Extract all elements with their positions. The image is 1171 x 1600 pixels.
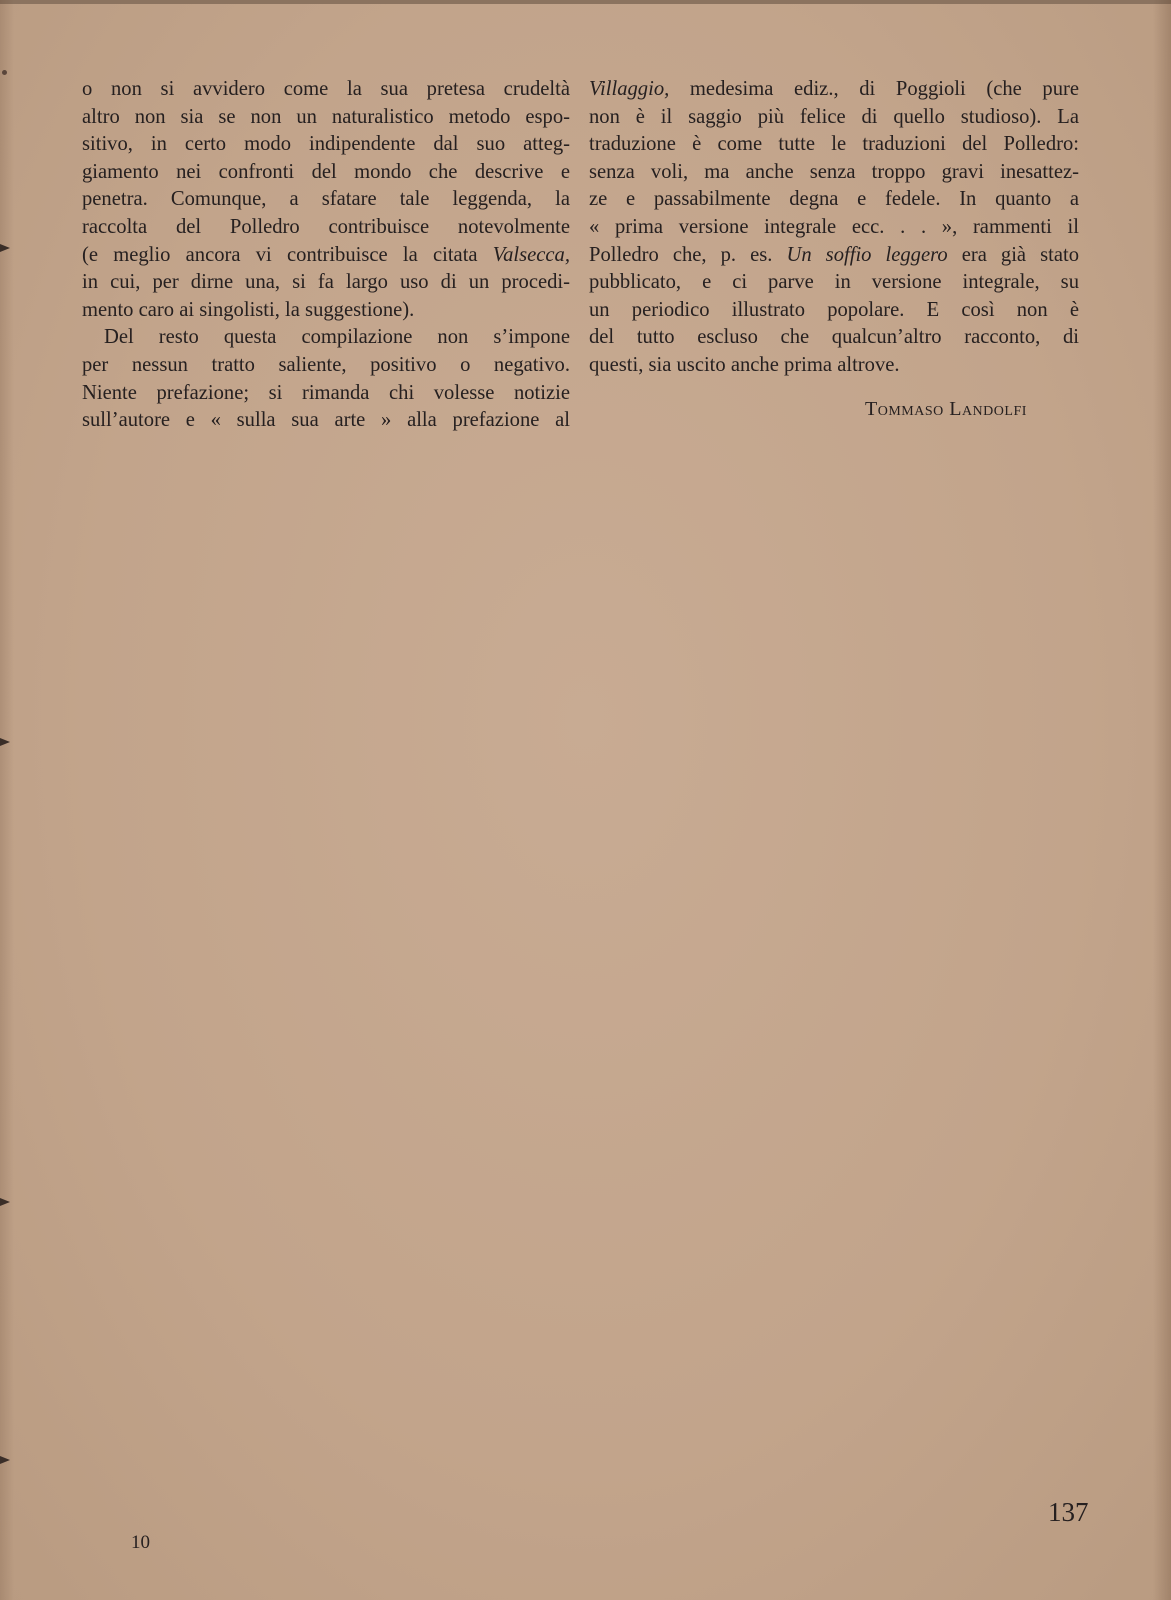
page-right-edge [1153, 0, 1171, 1600]
text-fragment: (e meglio ancora vi contribuisce la citata [82, 243, 493, 266]
text-line: questi, sia uscito anche prima altrove. [589, 353, 900, 376]
text-line: raccolta del Polledro contribuisce notevolmente [82, 215, 570, 238]
text-fragment: era già stato [947, 243, 1079, 266]
text-line: o non si avvidero come la sua pretesa crudeltà [82, 78, 570, 100]
binding-mark [0, 244, 10, 252]
italic-title-un-soffio-leggero: Un soffio leggero [786, 243, 948, 266]
text-line [589, 76, 1079, 104]
left-text-column [82, 76, 570, 435]
author-signature: Tommaso Landolfi [865, 398, 1027, 420]
italic-title-villaggio: Villaggio, [589, 78, 670, 100]
binding-mark [0, 738, 10, 746]
text-line: non è il saggio più felice di quello studioso). La [589, 105, 1079, 128]
text-line: penetra. Comunque, a sfatare tale leggenda, la [82, 188, 570, 211]
page-number-left: 10 [131, 1532, 150, 1553]
text-fragment: medesima ediz., di Poggioli (che pure [669, 78, 1079, 100]
text-line: ze e passabilmente degna e fedele. In quanto a [589, 188, 1079, 211]
italic-title-valsecca: Valsecca, [492, 243, 570, 266]
text-line [589, 242, 1079, 270]
text-line: « prima versione integrale ecc. . . », rammenti il [589, 215, 1079, 238]
text-line: giamento nei confronti del mondo che descrive e [82, 160, 570, 183]
text-line: traduzione è come tutte le traduzioni del Polledro: [589, 133, 1079, 156]
text-line: per nessun tratto saliente, positivo o negativo. [82, 353, 570, 376]
text-line: sitivo, in certo modo indipendente dal suo atteg- [82, 133, 570, 156]
text-line: senza voli, ma anche senza troppo gravi inesattez- [589, 160, 1079, 183]
text-line: Niente prefazione; si rimanda chi volesse notizie [82, 381, 570, 404]
page-top-edge [0, 0, 1171, 4]
text-line [82, 242, 570, 270]
page-number-right: 137 [1048, 1497, 1089, 1527]
text-line: in cui, per dirne una, si fa largo uso di un procedi- [82, 271, 570, 294]
text-line: altro non sia se non un naturalistico metodo espo- [82, 105, 570, 128]
text-line: del tutto escluso che qualcun’altro racconto, di [589, 326, 1079, 349]
text-line: pubblicato, e ci parve in versione integrale, su [589, 271, 1079, 294]
binding-mark [0, 1456, 10, 1464]
text-fragment: Polledro che, p. es. [589, 243, 787, 266]
text-line: un periodico illustrato popolare. E così non è [589, 298, 1079, 321]
text-line: mento caro ai singolisti, la suggestione). [82, 298, 415, 321]
right-text-column [589, 76, 1079, 380]
margin-speck [2, 70, 7, 75]
text-line: sull’autore e « sulla sua arte » alla prefazione al [82, 409, 570, 432]
binding-mark [0, 1198, 10, 1206]
page-left-edge [0, 0, 14, 1600]
text-line: Del resto questa compilazione non s’impone [104, 326, 570, 349]
